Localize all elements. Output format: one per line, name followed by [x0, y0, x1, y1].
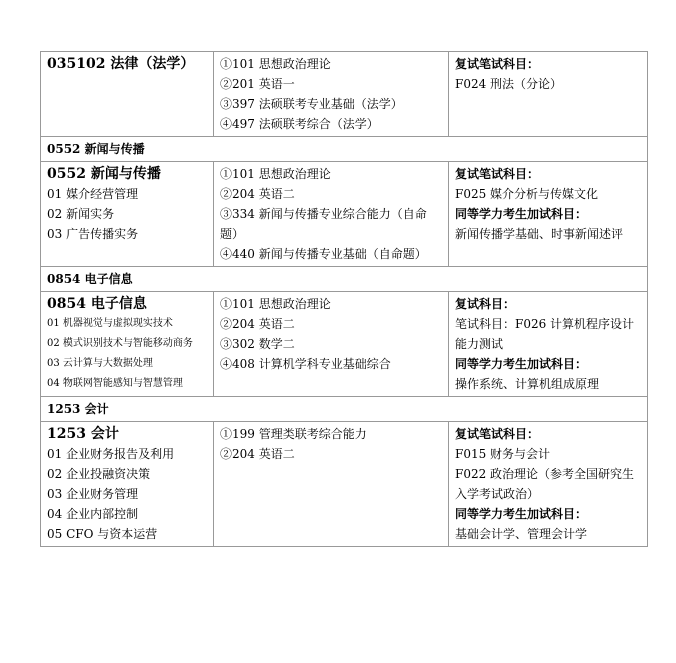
retest-label: 复试科目：	[455, 297, 516, 311]
direction-item: 01 企业财务报告及利用	[47, 447, 175, 461]
table-row	[41, 292, 648, 397]
exam-cell	[214, 422, 449, 547]
table-row	[41, 422, 648, 547]
section-title: 1253 会计	[41, 397, 648, 422]
retest-subject: F024 刑法（分论）	[455, 77, 563, 91]
retest-label: 复试笔试科目：	[455, 57, 540, 71]
retest-cell	[449, 52, 648, 137]
direction-item: 04 物联网智能感知与智慧管理	[47, 378, 183, 389]
retest-subject: F015 财务与会计	[455, 447, 551, 461]
equiv-label: 同等学力考生加试科目：	[455, 207, 588, 221]
exam-subject: ④408 计算机学科专业基础综合	[220, 357, 391, 371]
exam-subject: ②201 英语一	[220, 77, 295, 91]
section-row	[41, 137, 648, 162]
retest-label: 复试笔试科目：	[455, 167, 540, 181]
major-name: 1253 会计	[47, 426, 119, 442]
section-title: 0552 新闻与传播	[41, 137, 648, 162]
exam-subject: ①101 思想政治理论	[220, 57, 331, 71]
equiv-subjects: 基础会计学、管理会计学	[455, 527, 588, 541]
direction-item: 05 CFO 与资本运营	[47, 527, 158, 541]
section-title: 0854 电子信息	[41, 267, 648, 292]
retest-cell	[449, 162, 648, 267]
retest-label: 复试笔试科目：	[455, 427, 540, 441]
exam-subject: ②204 英语二	[220, 447, 295, 461]
table-row	[41, 162, 648, 267]
exam-subject: ①101 思想政治理论	[220, 167, 331, 181]
major-name: 0552 新闻与传播	[47, 166, 161, 182]
exam-subject: ④440 新闻与传播专业基础（自命题）	[220, 247, 427, 261]
direction-item: 04 企业内部控制	[47, 507, 139, 521]
exam-subject: ②204 英语二	[220, 317, 295, 331]
direction-item: 02 新闻实务	[47, 207, 115, 221]
equiv-subjects: 新闻传播学基础、时事新闻述评	[455, 227, 624, 241]
direction-item: 03 云计算与大数据处理	[47, 358, 153, 369]
exam-cell	[214, 292, 449, 397]
retest-subject: F025 媒介分析与传媒文化	[455, 187, 599, 201]
exam-cell	[214, 52, 449, 137]
major-cell	[41, 52, 214, 137]
direction-item: 03 广告传播实务	[47, 227, 139, 241]
major-cell	[41, 422, 214, 547]
exam-subject: ③302 数学二	[220, 337, 295, 351]
retest-subject: 笔试科目：F026 计算机程序设计能力测试	[455, 317, 635, 351]
syllabus-table	[40, 51, 648, 547]
major-name: 035102 法律（法学）	[47, 56, 195, 72]
direction-item: 01 机器视觉与虚拟现实技术	[47, 318, 173, 329]
section-row	[41, 267, 648, 292]
section-row	[41, 397, 648, 422]
exam-subject: ④497 法硕联考综合（法学）	[220, 117, 379, 131]
exam-cell	[214, 162, 449, 267]
retest-subject: F022 政治理论（参考全国研究生入学考试政治）	[455, 467, 635, 501]
retest-cell	[449, 292, 648, 397]
exam-subject: ①101 思想政治理论	[220, 297, 331, 311]
direction-item: 02 模式识别技术与智能移动商务	[47, 338, 193, 349]
retest-cell	[449, 422, 648, 547]
exam-subject: ②204 英语二	[220, 187, 295, 201]
direction-item: 03 企业财务管理	[47, 487, 139, 501]
major-name: 0854 电子信息	[47, 296, 147, 312]
direction-item: 02 企业投融资决策	[47, 467, 151, 481]
major-cell	[41, 292, 214, 397]
equiv-label: 同等学力考生加试科目：	[455, 507, 588, 521]
direction-item: 01 媒介经营管理	[47, 187, 139, 201]
major-cell	[41, 162, 214, 267]
equiv-subjects: 操作系统、计算机组成原理	[455, 377, 600, 391]
table-row	[41, 52, 648, 137]
equiv-label: 同等学力考生加试科目：	[455, 357, 588, 371]
exam-subject: ①199 管理类联考综合能力	[220, 427, 367, 441]
exam-subject: ③397 法硕联考专业基础（法学）	[220, 97, 403, 111]
exam-subject: ③334 新闻与传播专业综合能力（自命题）	[220, 207, 427, 241]
